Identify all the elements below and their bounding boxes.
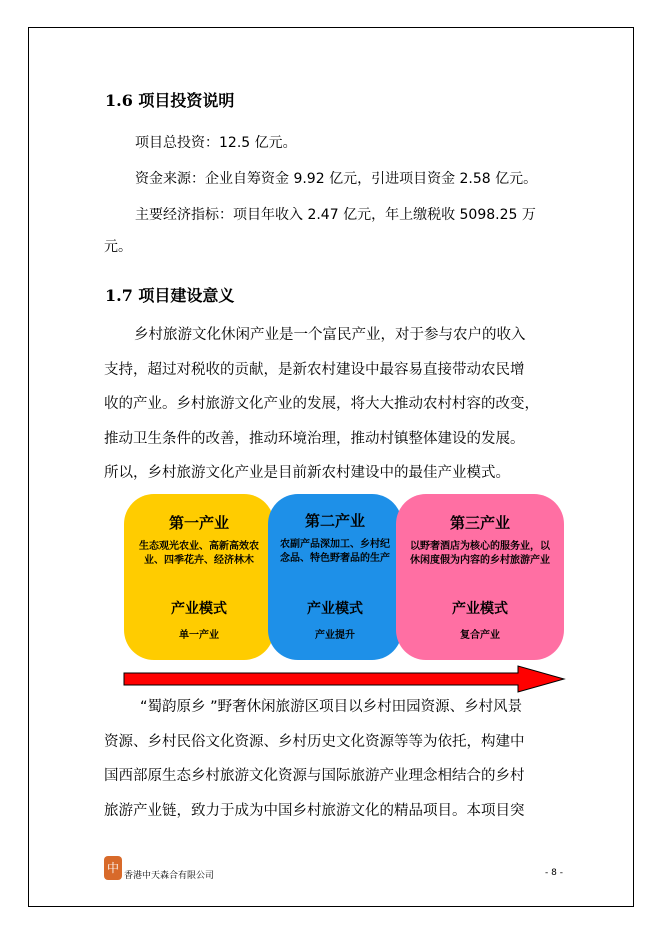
paragraph-line: 乡村旅游文化休闲产业是一个富民产业，对于参与农户的收入 xyxy=(134,327,526,343)
tertiary-industry-box xyxy=(396,494,564,660)
secondary-industry-box xyxy=(268,494,402,660)
paragraph-line: 收的产业。乡村旅游文化产业的发展，将大大推动农村村容的改变， xyxy=(104,396,539,412)
box-mode-value: 产业提升 xyxy=(315,630,355,641)
investment-total-line: 项目总投资：12.5 亿元。 xyxy=(135,135,297,151)
significance-paragraph xyxy=(104,318,564,491)
paragraph-line: 所以，乡村旅游文化产业是目前新农村建设中的最佳产业模式。 xyxy=(104,465,510,481)
paragraph-line: 资源、乡村民俗文化资源、乡村历史文化资源等等为依托，构建中 xyxy=(104,733,525,750)
paragraph-line: 旅游产业链，致力于成为中国乡村旅游文化的精品项目。本项目突 xyxy=(104,802,525,819)
section-heading-1-7: 1.7 项目建设意义 xyxy=(105,286,235,305)
box-mode-label: 产业模式 xyxy=(307,601,363,617)
section-heading-1-6: 1.6 项目投资说明 xyxy=(105,91,235,110)
paragraph-line: 推动卫生条件的改善，推动环境治理，推动村镇整体建设的发展。 xyxy=(104,430,525,447)
paragraph-line: 支持，超过对税收的贡献，是新农村建设中最容易直接带动农民增 xyxy=(104,361,525,378)
footer-company-name: 香港中天森合有限公司 xyxy=(124,871,215,881)
box-mode-label: 产业模式 xyxy=(171,601,227,617)
box-title: 第三产业 xyxy=(449,514,510,532)
company-logo-icon: 中 xyxy=(104,856,122,880)
primary-industry-box xyxy=(124,494,274,660)
box-mode-value: 单一产业 xyxy=(179,630,219,641)
box-title: 第一产业 xyxy=(168,514,229,532)
box-description: 生态观光农业、高新高效农业、四季花卉、经济林木 xyxy=(139,541,259,566)
box-description: 以野奢酒店为核心的服务业，以休闲度假为内容的乡村旅游产业 xyxy=(410,541,550,566)
paragraph-line: “蜀韵原乡 ”野奢休闲旅游区项目以乡村田园资源、乡村风景 xyxy=(140,699,523,715)
box-description: 农副产品深加工、乡村纪念品、特色野奢品的生产 xyxy=(280,539,390,564)
box-mode-value: 复合产业 xyxy=(460,630,500,641)
economic-indicator-line-end: 元。 xyxy=(104,239,132,255)
box-mode-label: 产业模式 xyxy=(452,601,508,617)
paragraph-line: 国西部原生态乡村旅游文化资源与国际旅游产业理念相结合的乡村 xyxy=(104,768,525,784)
page-number: - 8 - xyxy=(545,868,563,878)
project-paragraph xyxy=(104,690,564,828)
funding-source-line: 资金来源：企业自筹资金 9.92 亿元，引进项目资金 2.58 亿元。 xyxy=(135,171,538,187)
economic-indicator-line: 主要经济指标：项目年收入 2.47 亿元，年上缴税收 5098.25 万 xyxy=(135,207,536,223)
box-title: 第二产业 xyxy=(304,512,365,530)
